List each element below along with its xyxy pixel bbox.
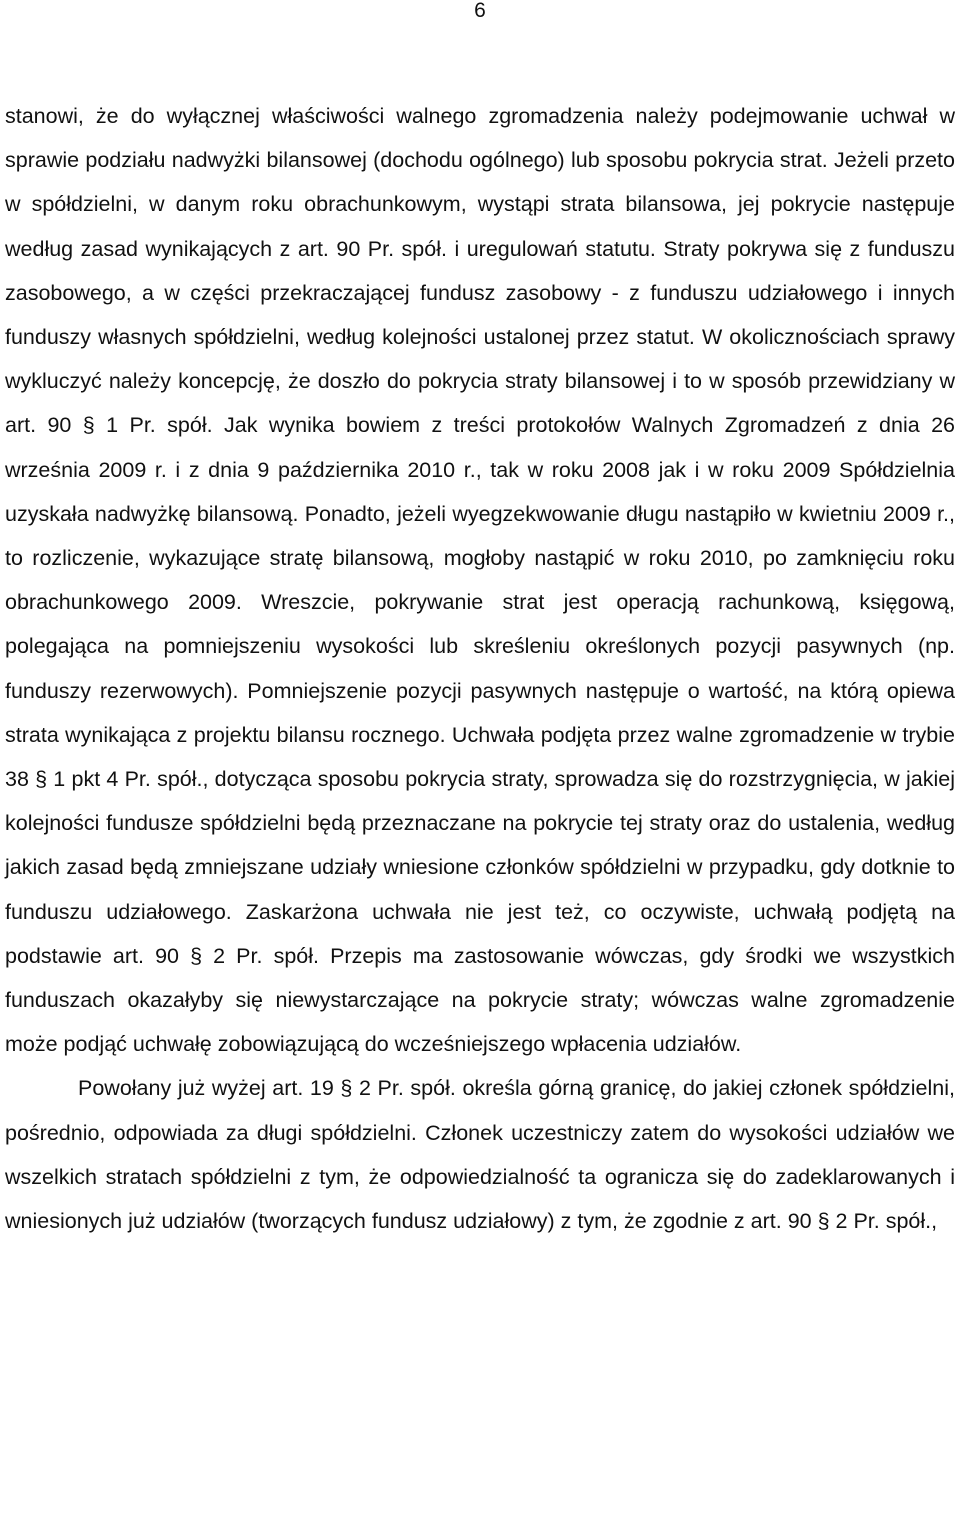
page-number: 6 — [474, 0, 486, 22]
paragraph-1: stanowi, że do wyłącznej właściwości walnego zgromadzenia należy podejmowanie uchwał w sprawie podziału nadwyżki bilansowej (dochodu ogólnego) lub sposobu pokrycia strat. Jeżeli przeto w spółdzielni, w danym roku obrachunkowym, wystąpi strata bilansowa, jej pokrycie następuje według zasad wynikających z art. 90 Pr. spół. i uregulowań statutu. Straty pokrywa się z funduszu zasobowego, a w części przekraczającej fundusz zasobowy - z funduszu udziałowego i innych funduszy własnych spółdzielni, według kolejności ustalonej przez statut. W okolicznościach sprawy wykluczyć należy koncepcję, że doszło do pokrycia straty bilansowej i to w sposób przewidziany w art. 90 § 1 Pr. spół. Jak wynika bowiem z treści protokołów Walnych Zgromadzeń z dnia 26 września 2009 r. i z dnia 9 października 2010 r., tak w roku 2008 jak i w roku 2009 Spółdzielnia uzyskała nadwyżkę bilansową. Ponadto, jeżeli wyegzekwowanie długu nastąpiło w kwietniu 2009 r., to rozliczenie, wykazujące stratę bilansową, mogłoby nastąpić w roku 2010, po zamknięciu roku obrachunkowego 2009. Wreszcie, pokrywanie strat jest operacją rachunkową, księgową, polegająca na pomniejszeniu wysokości lub skreśleniu określonych pozycji pasywnych (np. funduszy rezerwowych). Pomniejszenie pozycji pasywnych następuje o wartość, na którą opiewa strata wynikająca z projektu bilansu rocznego. Uchwała podjęta przez walne zgromadzenie w trybie 38 § 1 pkt 4 Pr. spół., dotycząca sposobu pokrycia straty, sprowadza się do rozstrzygnięcia, w jakiej kolejności fundusze spółdzielni będą przeznaczane na pokrycie tej straty oraz do ustalenia, według jakich zasad będą zmniejszane udziały wniesione członków spółdzielni w przypadku, gdy dotknie to funduszu udziałowego. Zaskarżona uchwała nie jest też, co oczywiste, uchwałą podjętą na podstawie art. 90 § 2 Pr. spół. Przepis ma zastosowanie wówczas, gdy środki we wszystkich funduszach okazałyby się niewystarczające na pokrycie straty; wówczas walne zgromadzenie może podjąć uchwałę zobowiązującą do wcześniejszego wpłacenia udziałów. — [5, 104, 955, 1057]
document-body — [5, 94, 955, 1243]
paragraph-2: Powołany już wyżej art. 19 § 2 Pr. spół. określa górną granicę, do jakiej członek spółdzielni, pośrednio, odpowiada za długi spółdzielni. Członek uczestniczy zatem do wysokości udziałów we wszelkich stratach spółdzielni z tym, że odpowiedzialność ta ogranicza się do zadeklarowanych i wniesionych już udziałów (tworzących fundusz udziałowy) z tym, że zgodnie z art. 90 § 2 Pr. spół., — [5, 1076, 955, 1234]
